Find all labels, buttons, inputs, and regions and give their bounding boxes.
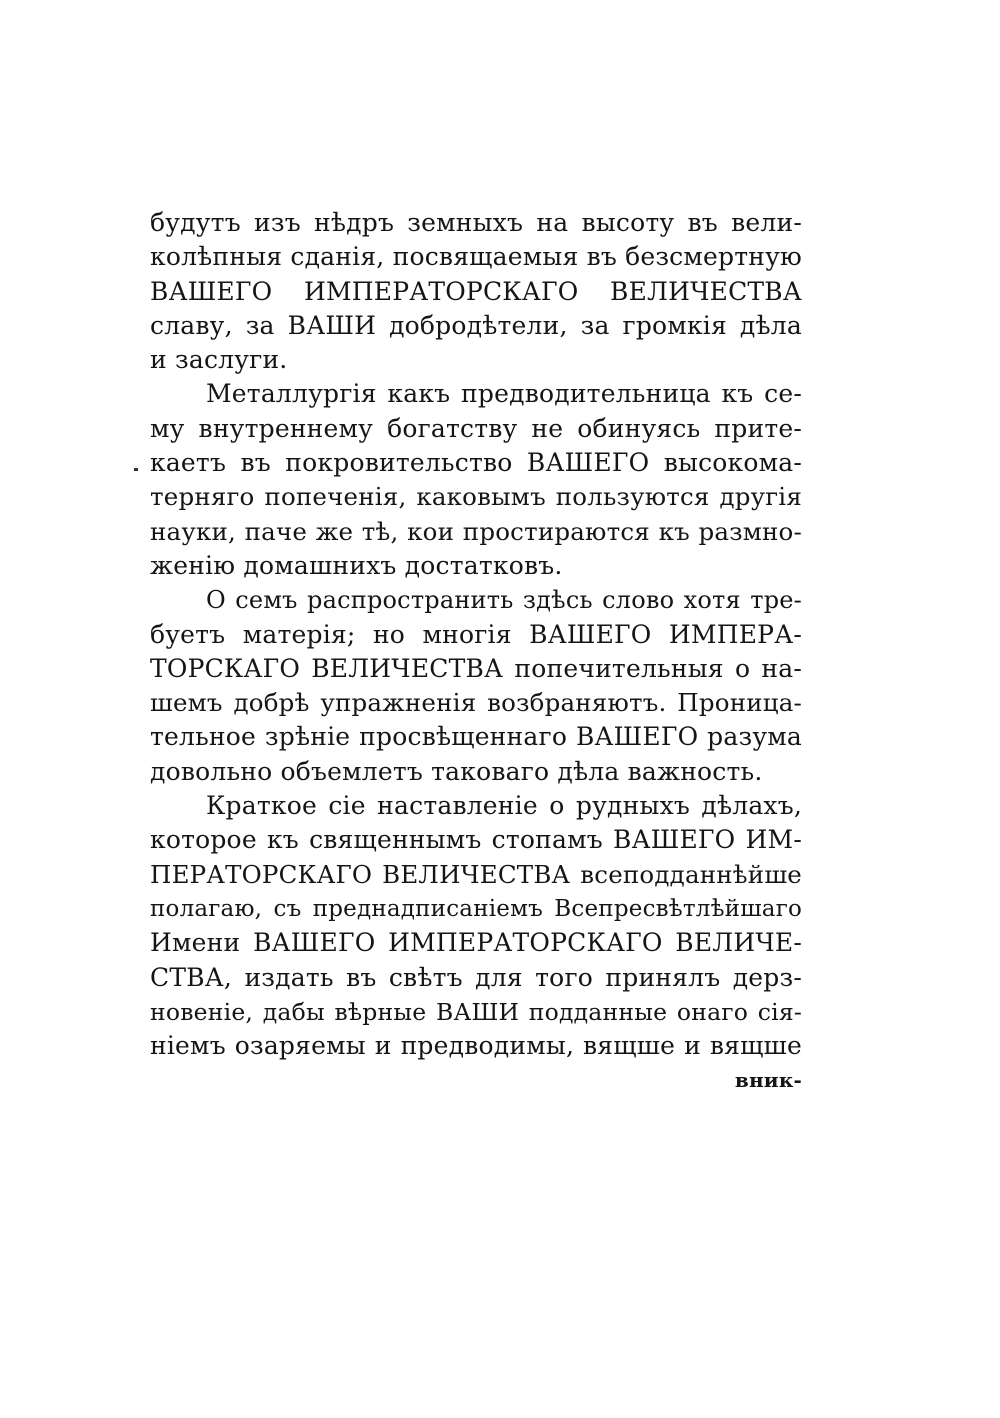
text-line-14: ТОРСКАГО ВЕЛИЧЕСТВА попечительныя о на- xyxy=(150,653,802,683)
text-line-1: будутъ изъ нѣдръ земныхъ на высоту въ вели- xyxy=(150,208,802,237)
text-line-11: женію домашнихъ достатковъ. xyxy=(150,550,563,580)
text-line-23: СТВА, издать въ свѣтъ для того принялъ дерз- xyxy=(150,962,802,992)
text-line-4: славу, за ВАШИ добродѣтели, за громкія дѣла xyxy=(150,310,802,340)
text-line-7: му внутреннему богатству не обинуясь прите- xyxy=(150,413,802,443)
text-line-22: Имени ВАШЕГО ИМПЕРАТОРСКАГО ВЕЛИЧЕ- xyxy=(150,928,802,958)
text-line-12: О семъ распространить здѣсь слово хотя тре- xyxy=(206,586,802,615)
text-line-24: новеніе, дабы вѣрные ВАШИ подданные онаго сія- xyxy=(150,997,802,1026)
text-line-18: Краткое сіе наставленіе о рудныхъ дѣлахъ, xyxy=(206,791,802,821)
text-line-19: которое къ священнымъ стопамъ ВАШЕГО ИМ- xyxy=(150,825,802,855)
text-line-15: шемъ добрѣ упражненія возбраняютъ. Проница- xyxy=(150,688,802,718)
text-line-21: полагаю, съ преднадписаніемъ Всепресвѣтлѣйшаго xyxy=(150,895,802,922)
body-text xyxy=(150,206,802,1098)
text-line-3: ВАШЕГО ИМПЕРАТОРСКАГО ВЕЛИЧЕСТВА xyxy=(150,276,802,306)
text-line-2: колѣпныя сданія, посвящаемыя въ безсмертную xyxy=(150,242,802,272)
catchword: вник- xyxy=(734,1068,802,1093)
text-line-16: тельное зрѣніе просвѣщеннаго ВАШЕГО разума xyxy=(150,722,802,752)
text-line-10: науки, паче же тѣ, кои простираются къ размно- xyxy=(150,516,802,546)
margin-mark xyxy=(134,468,138,471)
text-line-20: ПЕРАТОРСКАГО ВЕЛИЧЕСТВА всеподданнѣйше xyxy=(150,859,802,889)
text-line-25: ніемъ озаряемы и предводимы, вящше и вящше xyxy=(150,1031,802,1061)
text-line-5: и заслуги. xyxy=(150,345,288,375)
text-line-17: довольно объемлетъ таковаго дѣла важность. xyxy=(150,756,763,786)
text-line-13: буетъ матерія; но многія ВАШЕГО ИМПЕРА- xyxy=(150,619,802,649)
text-line-9: терняго попеченія, каковымъ пользуются другія xyxy=(150,482,802,512)
text-line-8: каетъ въ покровительство ВАШЕГО высокома- xyxy=(150,448,802,478)
text-line-6: Металлургія какъ предводительница къ се- xyxy=(206,379,802,409)
